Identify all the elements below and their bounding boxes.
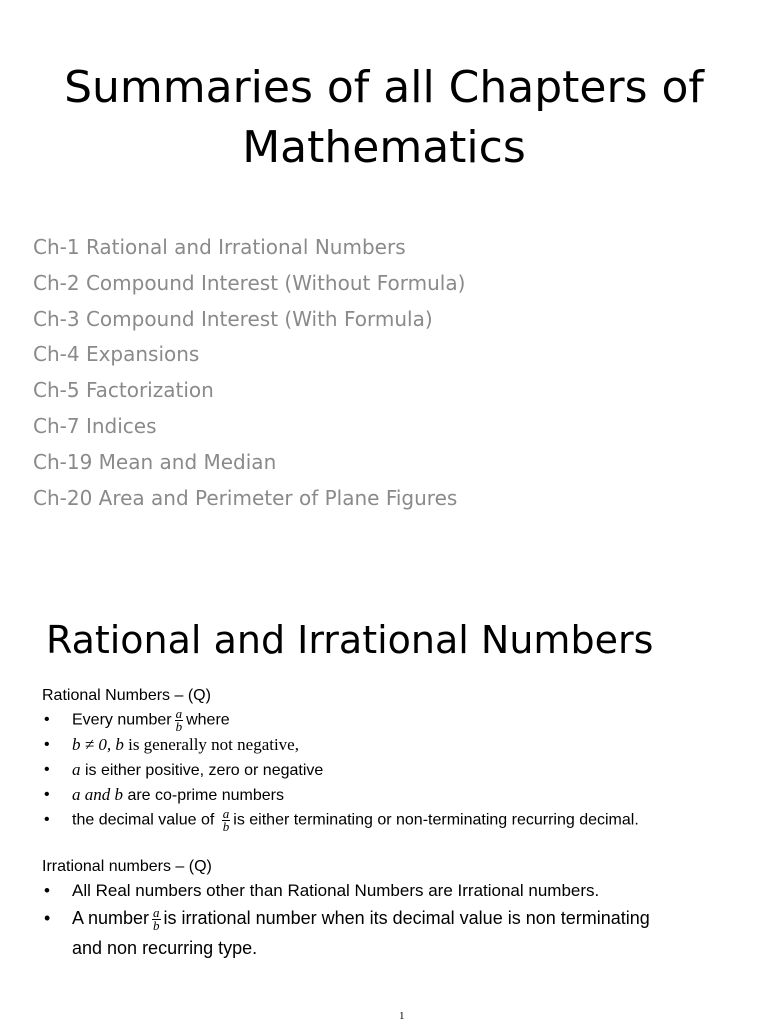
bullet: • a and b are co-prime numbers	[42, 783, 682, 808]
bullet: • a is either positive, zero or negative	[42, 758, 682, 783]
section-content	[42, 684, 682, 963]
chapter-item: Ch-7 Indices	[33, 413, 157, 438]
chapter-item: Ch-2 Compound Interest (Without Formula)	[33, 270, 466, 295]
section-title: Rational and Irrational Numbers	[46, 618, 654, 662]
bullet: • Every number $\frac{a}{b}$ where	[42, 708, 682, 733]
chapter-list	[33, 230, 465, 516]
chapter-item: Ch-5 Factorization	[33, 378, 214, 403]
cut-off-line: 1	[399, 1010, 405, 1022]
fraction: $\frac{a}{b}$	[175, 706, 183, 734]
bullet: • A number $\frac{a}{b}$ is irrational number when its decimal value is non terminating and non recurring type.	[42, 903, 682, 963]
chapter-item: Ch-20 Area and Perimeter of Plane Figures	[33, 485, 458, 510]
irrational-heading: Irrational numbers – (Q)	[42, 858, 212, 875]
bullet: • All Real numbers other than Rational Numbers are Irrational numbers.	[42, 879, 682, 903]
chapter-item: Ch-3 Compound Interest (With Formula)	[33, 306, 433, 331]
slide-title: Summaries of all Chapters of Mathematics	[64, 62, 704, 173]
bullet: • the decimal value of $\frac{a}{b}$ is either terminating or non-terminating recurring decimal.	[42, 808, 682, 833]
fraction: $\frac{a}{b}$	[153, 904, 160, 933]
bullet: • b ≠ 0, b is generally not negative,	[42, 733, 682, 758]
rational-heading: Rational Numbers – (Q)	[42, 687, 211, 704]
chapter-item: Ch-4 Expansions	[33, 342, 200, 367]
fraction: $\frac{a}{b}$	[222, 806, 230, 834]
chapter-item: Ch-1 Rational and Irrational Numbers	[33, 235, 406, 259]
chapter-item: Ch-19 Mean and Median	[33, 449, 277, 474]
